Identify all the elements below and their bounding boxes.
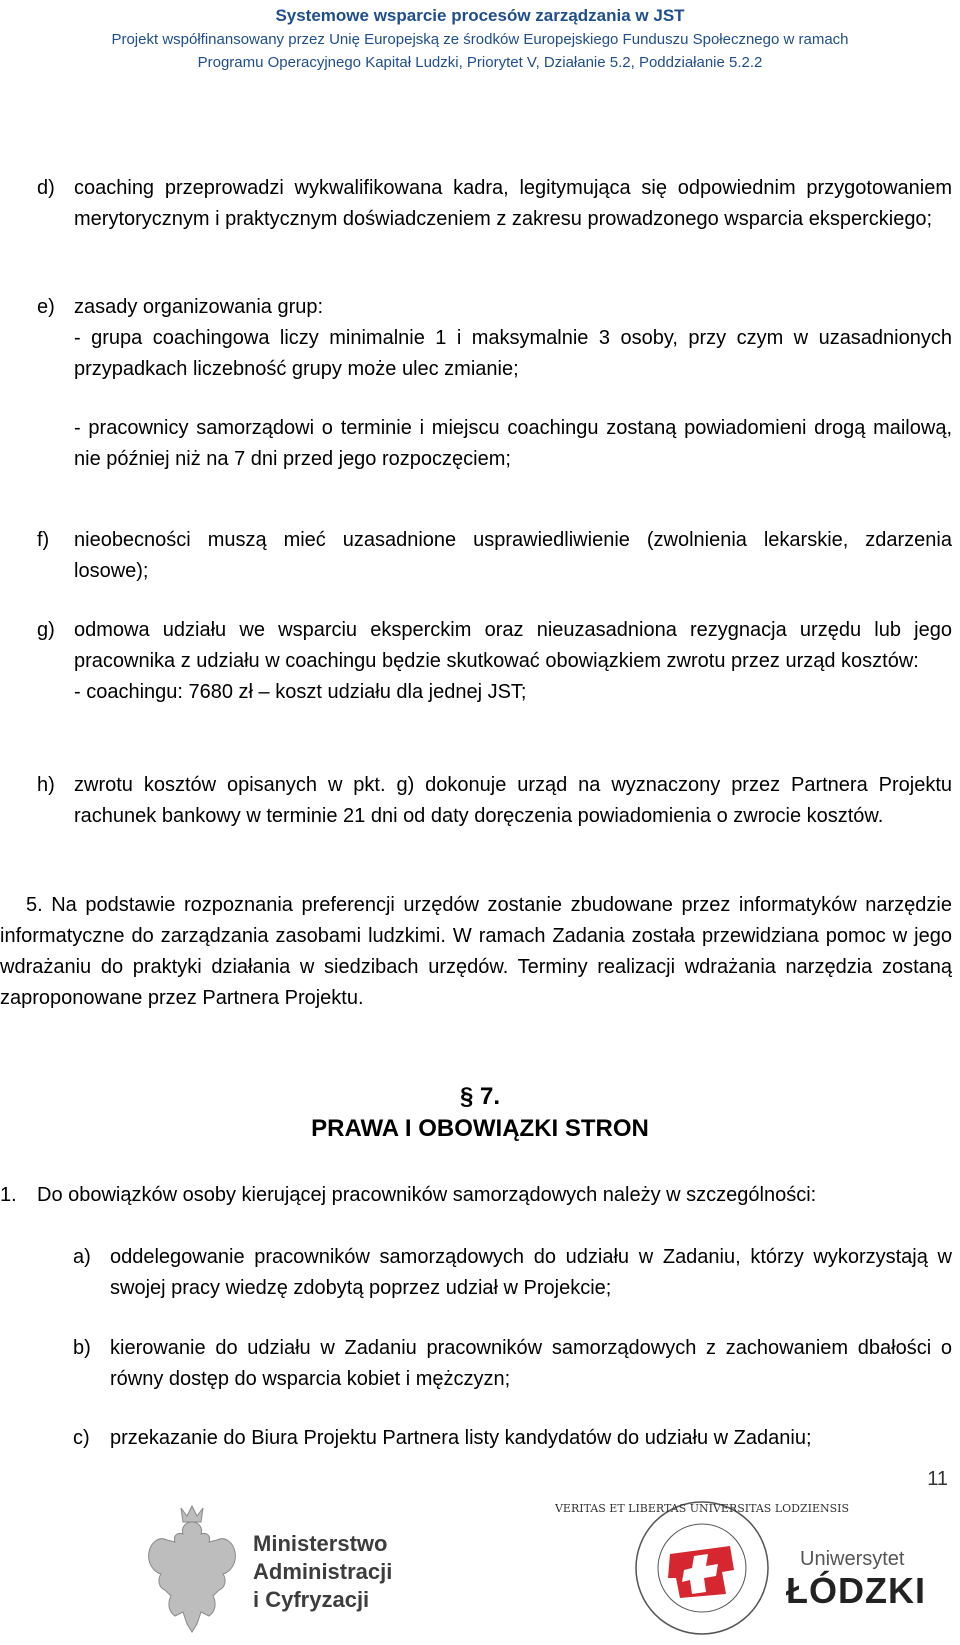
page-number: 11 <box>927 1468 948 1490</box>
sub-item-a-text: oddelegowanie pracowników samorządowych do udziału w Zadaniu, którzy wykorzystają w swojej pracy wiedzę zdobytą poprzez udział w Projekcie; <box>110 1246 952 1299</box>
sub-item-c-text: przekazanie do Biura Projektu Partnera listy kandydatów do udziału w Zadaniu; <box>110 1427 812 1449</box>
point-1-text: Do obowiązków osoby kierującej pracowników samorządowych należy w szczególności: <box>37 1184 817 1206</box>
sub-item-b-label: b) <box>73 1337 91 1359</box>
item-e-text-2: - grupa coachingowa liczy minimalnie 1 i maksymalnie 3 osoby, przy czym w uzasadnionych przypadkach liczebność grupy może ulec zmianie; <box>74 327 952 380</box>
item-f-text: nieobecności muszą mieć uzasadnione usprawiedliwienie (zwolnienia lekarskie, zdarzenia losowe); <box>74 529 952 582</box>
seal-text: VERITAS ET LIBERTAS UNIVERSITAS LODZIENSIS <box>554 1502 850 1515</box>
sub-item-c-label: c) <box>73 1427 90 1449</box>
eagle-emblem-icon <box>137 1500 247 1640</box>
section-title: PRAWA I OBOWIĄZKI STRON <box>311 1115 649 1142</box>
item-g-label: g) <box>37 619 55 641</box>
item-f-label: f) <box>37 529 50 551</box>
header-line-2: Programu Operacyjnego Kapitał Ludzki, Priorytet V, Działanie 5.2, Poddziałanie 5.2.2 <box>197 54 763 71</box>
ministry-logo <box>137 1500 417 1640</box>
ministry-name-line-1: Ministerstwo <box>253 1531 388 1556</box>
item-d-text: coaching przeprowadzi wykwalifikowana kadra, legitymująca się odpowiednim przygotowaniem merytorycznym i praktycznym doświadczeniem z zakresu prowadzonego wsparcia eksperckiego; <box>74 177 952 230</box>
sub-item-a-label: a) <box>73 1246 91 1268</box>
university-logo <box>554 1500 930 1640</box>
header-title: Systemowe wsparcie procesów zarządzania w JST <box>275 6 685 25</box>
university-seal-icon <box>554 1496 850 1641</box>
university-name-line-2: ŁÓDZKI <box>786 1570 926 1611</box>
header-line-1: Projekt współfinansowany przez Unię Europejską ze środków Europejskiego Funduszu Społecznego w ramach <box>111 31 849 48</box>
ministry-name-line-2: Administracji <box>253 1559 393 1584</box>
section-number: § 7. <box>459 1083 501 1110</box>
item-d-label: d) <box>37 177 55 199</box>
item-e-text-3: - pracownicy samorządowi o terminie i miejscu coachingu zostaną powiadomieni drogą mailową, nie później niż na 7 dni przed jego rozpoczęciem; <box>74 417 952 470</box>
point-5-text: 5. Na podstawie rozpoznania preferencji urzędów zostanie zbudowane przez informatyków narzędzie informatyczne do zarządzania zasobami ludzkimi. W ramach Zadania została przewidziana pomoc w jego wdrażaniu do praktyki działania w siedzibach urzędów. Terminy realizacji wdrażania narzędzia zostaną zaproponowane przez Partnera Projektu. <box>0 894 952 1009</box>
university-name-line-1: Uniwersytet <box>800 1548 905 1570</box>
item-g-text-1: odmowa udziału we wsparciu eksperckim oraz nieuzasadniona rezygnacja urzędu lub jego pracownika z udziału w coachingu będzie skutkować obowiązkiem zwrotu przez urząd kosztów: <box>74 619 952 672</box>
document-header <box>0 4 960 74</box>
item-h-text: zwrotu kosztów opisanych w pkt. g) dokonuje urząd na wyznaczony przez Partnera Projektu rachunek bankowy w terminie 21 dni od daty doręczenia powiadomienia o zwrocie kosztów. <box>74 774 952 827</box>
footer-logos <box>0 1500 960 1645</box>
item-h-label: h) <box>37 774 55 796</box>
sub-item-b-text: kierowanie do udziału w Zadaniu pracowników samorządowych z zachowaniem dbałości o równy dostęp do wsparcia kobiet i mężczyzn; <box>110 1337 952 1390</box>
item-e-label: e) <box>37 296 55 318</box>
ministry-name-line-3: i Cyfryzacji <box>253 1587 370 1612</box>
point-1-label: 1. <box>0 1184 17 1206</box>
item-g-text-2: - coachingu: 7680 zł – koszt udziału dla jednej JST; <box>74 681 527 703</box>
item-e-text-1: zasady organizowania grup: <box>74 296 324 318</box>
